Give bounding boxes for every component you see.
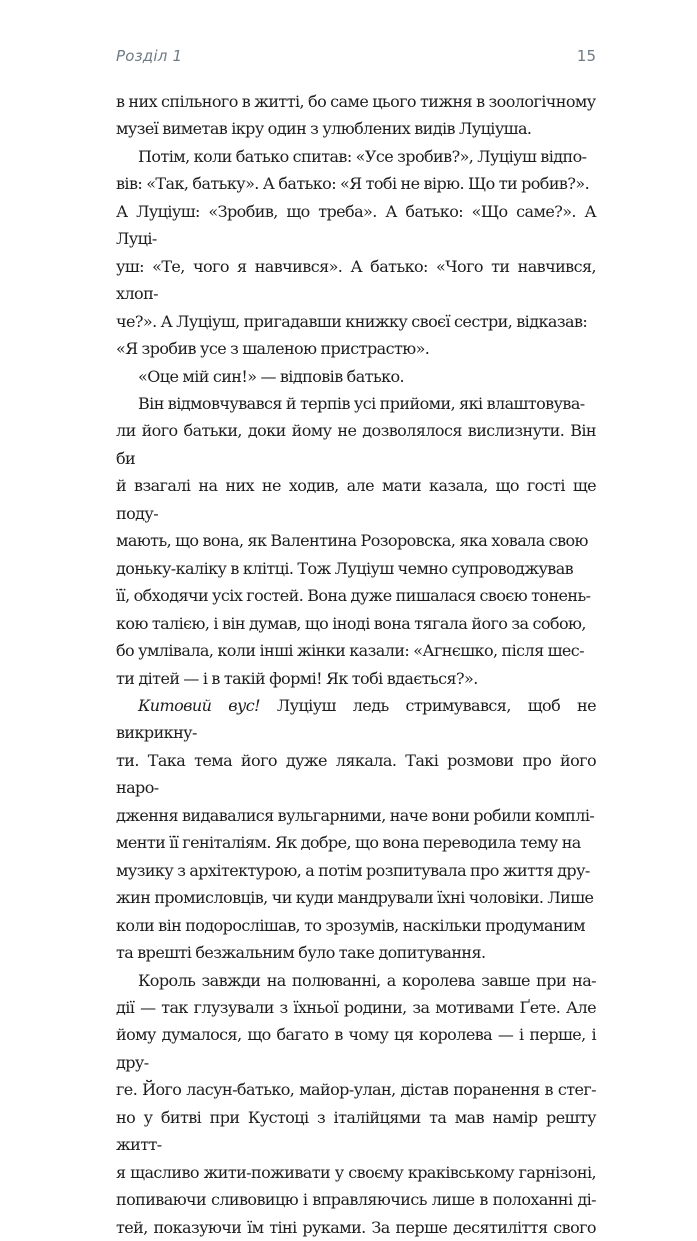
text-line: ли його батьки, доки йому не дозволялося вислизнути. Він би bbox=[116, 421, 596, 467]
text-line: Луціуш ледь стримувався, щоб не викрикну- bbox=[116, 696, 596, 742]
italic-phrase: Китовий вус! bbox=[138, 696, 260, 715]
text-line: вів: «Так, батьку». А батько: «Я тобі не вірю. Що ти робив?». bbox=[116, 174, 589, 193]
text-line: Він відмовчувався й терпів усі прийоми, які влаштовува- bbox=[138, 394, 585, 413]
text-line: уш: «Те, чого я навчився». А батько: «Чого ти навчився, хлоп- bbox=[116, 257, 596, 303]
section-title: Розділ 1 bbox=[116, 47, 182, 65]
text-line: «Оце мій син!» — відповів батько. bbox=[138, 367, 404, 386]
text-line: ге. Його ласун-батько, майор-улан, дістав поранення в стег- bbox=[116, 1080, 596, 1099]
body-text bbox=[116, 88, 596, 1241]
text-line: в них спільного в житті, бо саме цього тижня в зоологічному bbox=[116, 92, 596, 111]
text-line: бо умлівала, коли інші жінки казали: «Агнєшко, після шес- bbox=[116, 641, 584, 660]
text-line: я щасливо жити-поживати у своєму краківському гарнізоні, bbox=[116, 1163, 596, 1182]
text-line: попиваючи сливовицю і вправляючись лише в полоханні ді- bbox=[116, 1190, 596, 1209]
text-line: кою талією, і він думав, що іноді вона тягала його за собою, bbox=[116, 614, 586, 633]
text-line: че?». А Луціуш, пригадавши книжку своєї сестри, відказав: bbox=[116, 312, 587, 331]
paragraph-6 bbox=[116, 967, 596, 1241]
text-line: й взагалі на них не ходив, але мати казала, що гості ще поду- bbox=[116, 476, 596, 522]
paragraph-3 bbox=[116, 363, 596, 390]
paragraph-2 bbox=[116, 143, 596, 363]
text-line: доньку-каліку в клітці. Тож Луціуш чемно супроводжував bbox=[116, 559, 573, 578]
text-line: «Я зробив усе з шаленою пристрастю». bbox=[116, 339, 429, 358]
text-line: йому думалося, що багато в чому ця королева — і перше, і дру- bbox=[116, 1025, 596, 1071]
paragraph-1 bbox=[116, 88, 596, 143]
text-line: но у битві при Кустоці з італійцями та мав намір решту житт- bbox=[116, 1108, 596, 1154]
text-line: її, обходячи усіх гостей. Вона дуже пишалася своєю тонень- bbox=[116, 586, 590, 605]
paragraph-4 bbox=[116, 390, 596, 692]
paragraph-5 bbox=[116, 692, 596, 967]
text-line: коли він подорослішав, то зрозумів, наскільки продуманим bbox=[116, 916, 585, 935]
text-line: ти. Така тема його дуже лякала. Такі розмови про його наро- bbox=[116, 751, 596, 797]
text-line: Потім, коли батько спитав: «Усе зробив?», Луціуш відпо- bbox=[138, 147, 586, 166]
text-line: та врешті безжальним було таке допитування. bbox=[116, 943, 486, 962]
text-line: жин промисловців, чи куди мандрували їхні чоловіки. Лише bbox=[116, 888, 593, 907]
text-line: тей, показуючи їм тіні руками. За перше десятиліття свого bbox=[116, 1218, 596, 1237]
text-line: дії — так глузували з їхньої родини, за мотивами Ґете. Але bbox=[116, 998, 596, 1017]
text-line: А Луціуш: «Зробив, що треба». А батько: «Що саме?». А Луці- bbox=[116, 202, 596, 248]
page-number: 15 bbox=[577, 47, 596, 65]
running-header bbox=[116, 47, 596, 71]
text-line: менти її геніталіям. Як добре, що вона переводила тему на bbox=[116, 833, 581, 852]
text-line: ти дітей — і в такій формі! Як тобі вдається?». bbox=[116, 669, 478, 688]
text-line: Король завжди на полюванні, а королева завше при на- bbox=[138, 971, 596, 990]
text-line: дження видавалися вульгарними, наче вони робили комплі- bbox=[116, 806, 594, 825]
text-line: музику з архітектурою, а потім розпитувала про життя дру- bbox=[116, 861, 590, 880]
text-line: музеї виметав ікру один з улюблених видів Луціуша. bbox=[116, 119, 531, 138]
text-line: мають, що вона, як Валентина Розоровска, яка ховала свою bbox=[116, 531, 588, 550]
